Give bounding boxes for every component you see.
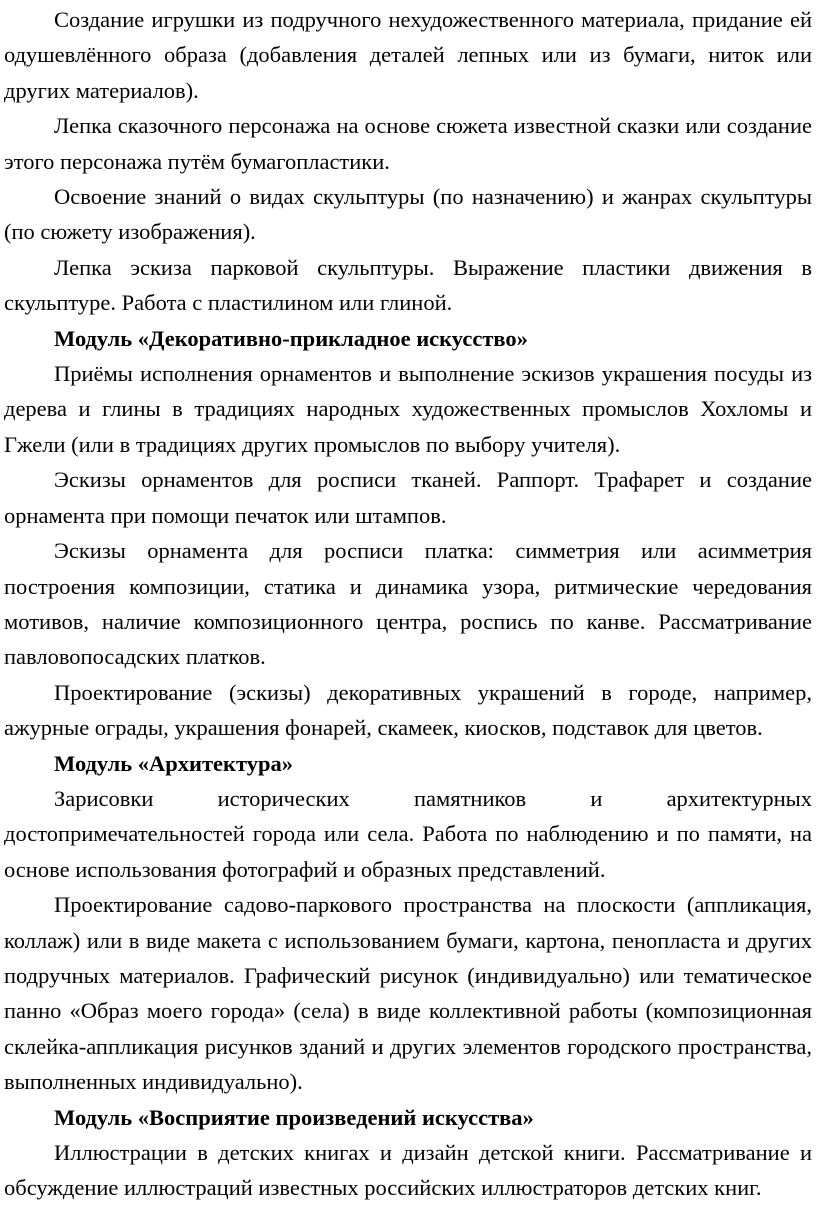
heading-art-perception: Модуль «Восприятие произведений искусства»	[54, 1104, 534, 1130]
paragraph-park-sculpture: Лепка эскиза парковой скульптуры. Выражение пластики движения в скульптуре. Работа с пластилином или глиной.	[4, 254, 812, 316]
paragraph-fabric-sketches: Эскизы орнаментов для росписи тканей. Раппорт. Трафарет и создание орнамента при помощи печаток или штампов.	[4, 467, 812, 528]
paragraph-park-design: Проектирование садово-паркового пространства на плоскости (аппликация, коллаж) или в виде макета с использованием бумаги, картона, пенопласта и других подручных материалов. Графический рисунок (индивидуально) или тематическое панно «Образ моего города» (села) в виде коллективной работы (композиционная склейка-аппликация рисунков зданий и других элементов городского пространства, выполненных индивидуально).	[4, 892, 812, 1095]
paragraph-shawl-ornament: Эскизы орнамента для росписи платка: симметрия или асимметрия построения композиции, статика и динамика узора, ритмические чередования мотивов, наличие композиционного центра, роспись по канве. Рассматривание павловопосадских платков.	[4, 538, 812, 670]
paragraph-book-illustrations: Иллюстрации в детских книгах и дизайн детской книги. Рассматривание и обсуждение иллюстраций известных российских иллюстраторов детских книг.	[4, 1140, 812, 1201]
paragraph-fairy-character: Лепка сказочного персонажа на основе сюжета известной сказки или создание этого персонажа путём бумагопластики.	[4, 113, 812, 174]
paragraph-city-decorations: Проектирование (эскизы) декоративных украшений в городе, например, ажурные ограды, украшения фонарей, скамеек, киосков, подставок для цветов.	[4, 679, 812, 741]
paragraph-monument-sketches: Зарисовки исторических памятников и архитектурных достопримечательностей города или села. Работа по наблюдению и по памяти, на основе использования фотографий и образных представлений.	[4, 785, 812, 882]
heading-decorative-arts: Модуль «Декоративно-прикладное искусство»	[54, 325, 528, 351]
paragraph-ornaments: Приёмы исполнения орнаментов и выполнение эскизов украшения посуды из дерева и глины в традициях народных художественных промыслов Хохломы и Гжели (или в традициях других промыслов по выбору учителя).	[4, 361, 812, 457]
heading-architecture: Модуль «Архитектура»	[54, 750, 294, 776]
paragraph-sculpture-types: Освоение знаний о видах скульптуры (по назначению) и жанрах скульптуры (по сюжету изображения).	[4, 184, 812, 245]
paragraph-toy-creation: Создание игрушки из подручного нехудожественного материала, придание ей одушевлённого образа (добавления деталей лепных или из бумаги, ниток или других материалов).	[4, 7, 812, 103]
